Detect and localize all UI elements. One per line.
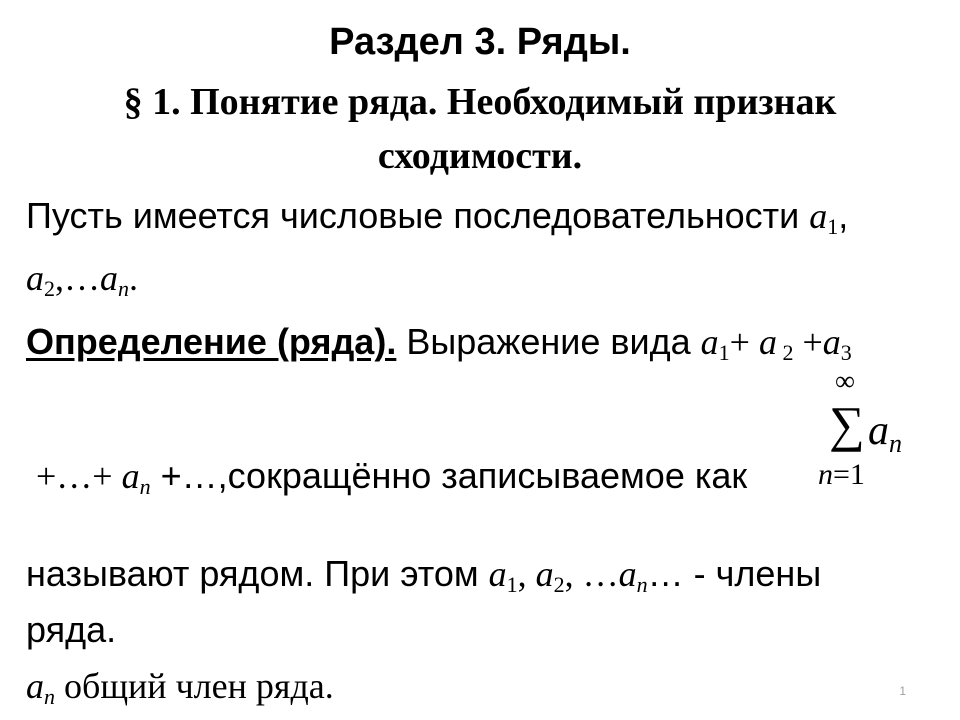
paragraph-title-line2: сходимости. (377, 135, 583, 177)
members-var-a2: a (535, 554, 554, 594)
paragraph-title-line1: § 1. Понятие ряда. Необходимый признак (123, 81, 837, 123)
intro2-sub-n: n (118, 276, 129, 301)
members-sub-1: 1 (506, 572, 518, 597)
sum-term-sub: n (889, 429, 902, 458)
intro2-ellipsis: ,… (55, 258, 100, 298)
series-line-post: +…,сокращённо записываемое как (150, 455, 748, 496)
sum-term (868, 408, 902, 458)
def-plus-2: + (793, 322, 823, 362)
members-line (26, 552, 821, 596)
section-title: Раздел 3. Ряды. (329, 21, 631, 63)
intro-sub: 1 (827, 214, 839, 239)
page-number: 1 (899, 684, 906, 698)
sum-term-var: a (868, 408, 889, 454)
general-sub-n: n (44, 684, 55, 709)
intro2-var-an: a (100, 258, 118, 298)
definition-line (26, 320, 852, 364)
members-comma-2: , … (564, 554, 619, 594)
intro-var-a: a (809, 196, 828, 236)
def-sub-2: 2 (776, 340, 794, 365)
intro-line2 (26, 256, 138, 300)
intro-line1-text: Пусть имеется числовые последовательности (26, 195, 810, 236)
def-sub-1: 1 (718, 340, 730, 365)
members-var-a1: a (488, 554, 507, 594)
series-sub-n: n (139, 474, 151, 499)
def-plus-1: + (729, 322, 759, 362)
sigma-icon: ∑ (829, 396, 865, 452)
intro-line1-end: , (838, 195, 849, 236)
general-var-an: a (26, 666, 44, 706)
sum-lower-var: n (818, 458, 833, 491)
sum-lower-eq: =1 (833, 458, 865, 491)
series-line-pre: +…+ (36, 456, 122, 496)
def-var-a2: a (758, 322, 777, 362)
def-var-a3: a (822, 322, 841, 362)
general-post: общий член ряда. (55, 666, 334, 706)
members-sub-n: n (636, 572, 648, 597)
intro2-end: . (129, 258, 138, 298)
def-var-a1: a (700, 322, 719, 362)
members-line-cont: ряда. (26, 609, 117, 650)
general-term-line (26, 664, 334, 708)
definition-label: Определение (ряда). (26, 321, 397, 362)
members-pre: называют рядом. При этом (26, 553, 489, 594)
members-post: … - члены (647, 553, 822, 594)
sum-lower-limit (818, 458, 865, 492)
definition-text: Выражение вида (396, 321, 701, 362)
members-sub-2: 2 (553, 572, 565, 597)
intro2-var-a2: a (26, 258, 44, 298)
intro-line1 (26, 194, 848, 238)
series-line (36, 454, 747, 498)
intro2-sub-2: 2 (44, 276, 55, 301)
def-sub-3: 3 (840, 340, 852, 365)
members-var-an: a (618, 554, 637, 594)
sum-upper-limit: ∞ (835, 366, 855, 397)
members-comma-1: , (517, 554, 536, 594)
series-var-an: a (121, 456, 140, 496)
